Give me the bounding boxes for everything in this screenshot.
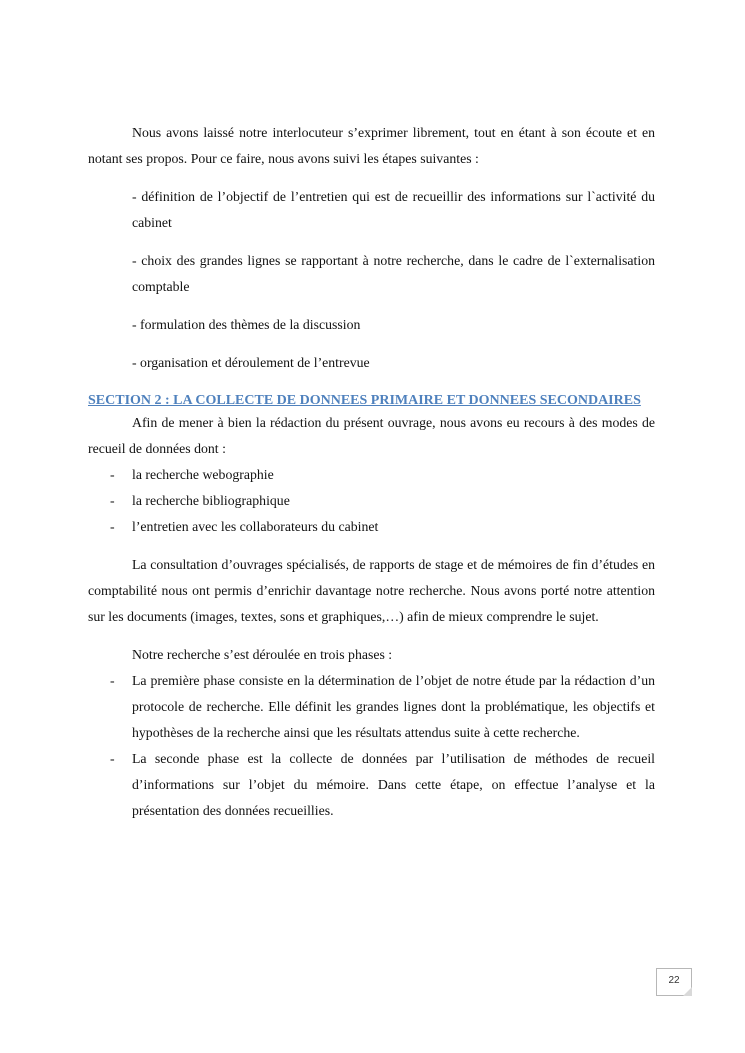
list-item: [88, 514, 655, 540]
phase-text: La première phase consiste en la détermination de l’objet de notre étude par la rédaction d’un protocole de recherche. Elle définit les grandes lignes dont la problématique, les objectifs et hypothèses de la recherche ainsi que les résultats attendus suite à cette recherche.: [132, 673, 655, 740]
list-item: [88, 668, 655, 746]
phases-list: [88, 668, 655, 824]
page-number: 22: [668, 975, 680, 986]
dash-bullet: -: [110, 519, 115, 534]
page-fold-icon: [683, 987, 692, 996]
page-number-box: [656, 968, 692, 996]
list-item-text: la recherche bibliographique: [132, 493, 290, 508]
section-intro-paragraph: Afin de mener à bien la rédaction du présent ouvrage, nous avons eu recours à des modes de recueil de données dont :: [88, 415, 655, 456]
step-item: - formulation des thèmes de la discussion: [132, 317, 361, 332]
dash-bullet: -: [110, 467, 115, 482]
consultation-paragraph: La consultation d’ouvrages spécialisés, de rapports de stage et de mémoires de fin d’études en comptabilité nous ont permis d’enrichir davantage notre recherche. Nous avons porté notre attention sur les documents (images, textes, sons et graphiques,…) afin de mieux comprendre le sujet.: [88, 557, 655, 624]
document-body: [88, 120, 655, 824]
phase-text: La seconde phase est la collecte de données par l’utilisation de méthodes de recueil d’informations sur l’objet du mémoire. Dans cette étape, on effectue l’analyse et la présentation des données recueillies.: [132, 751, 655, 818]
dash-bullet: -: [110, 673, 115, 688]
list-item: [88, 488, 655, 514]
intro-paragraph: Nous avons laissé notre interlocuteur s’exprimer librement, tout en étant à son écoute et en notant ses propos. Pour ce faire, nous avons suivi les étapes suivantes :: [88, 125, 655, 166]
list-item: [88, 746, 655, 824]
step-item: - définition de l’objectif de l’entretien qui est de recueillir des informations sur l`activité du cabinet: [132, 189, 655, 230]
dash-bullet: -: [110, 493, 115, 508]
data-collection-list: [88, 462, 655, 540]
list-item-text: la recherche webographie: [132, 467, 274, 482]
section-heading: SECTION 2 : LA COLLECTE DE DONNEES PRIMAIRE ET DONNEES SECONDAIRES: [88, 393, 641, 408]
phases-intro-paragraph: Notre recherche s’est déroulée en trois phases :: [132, 647, 393, 662]
list-item: [88, 462, 655, 488]
step-item: - organisation et déroulement de l’entrevue: [132, 355, 370, 370]
step-item: - choix des grandes lignes se rapportant à notre recherche, dans le cadre de l`externalisation comptable: [132, 253, 655, 294]
list-item-text: l’entretien avec les collaborateurs du cabinet: [132, 519, 379, 534]
dash-bullet: -: [110, 751, 115, 766]
